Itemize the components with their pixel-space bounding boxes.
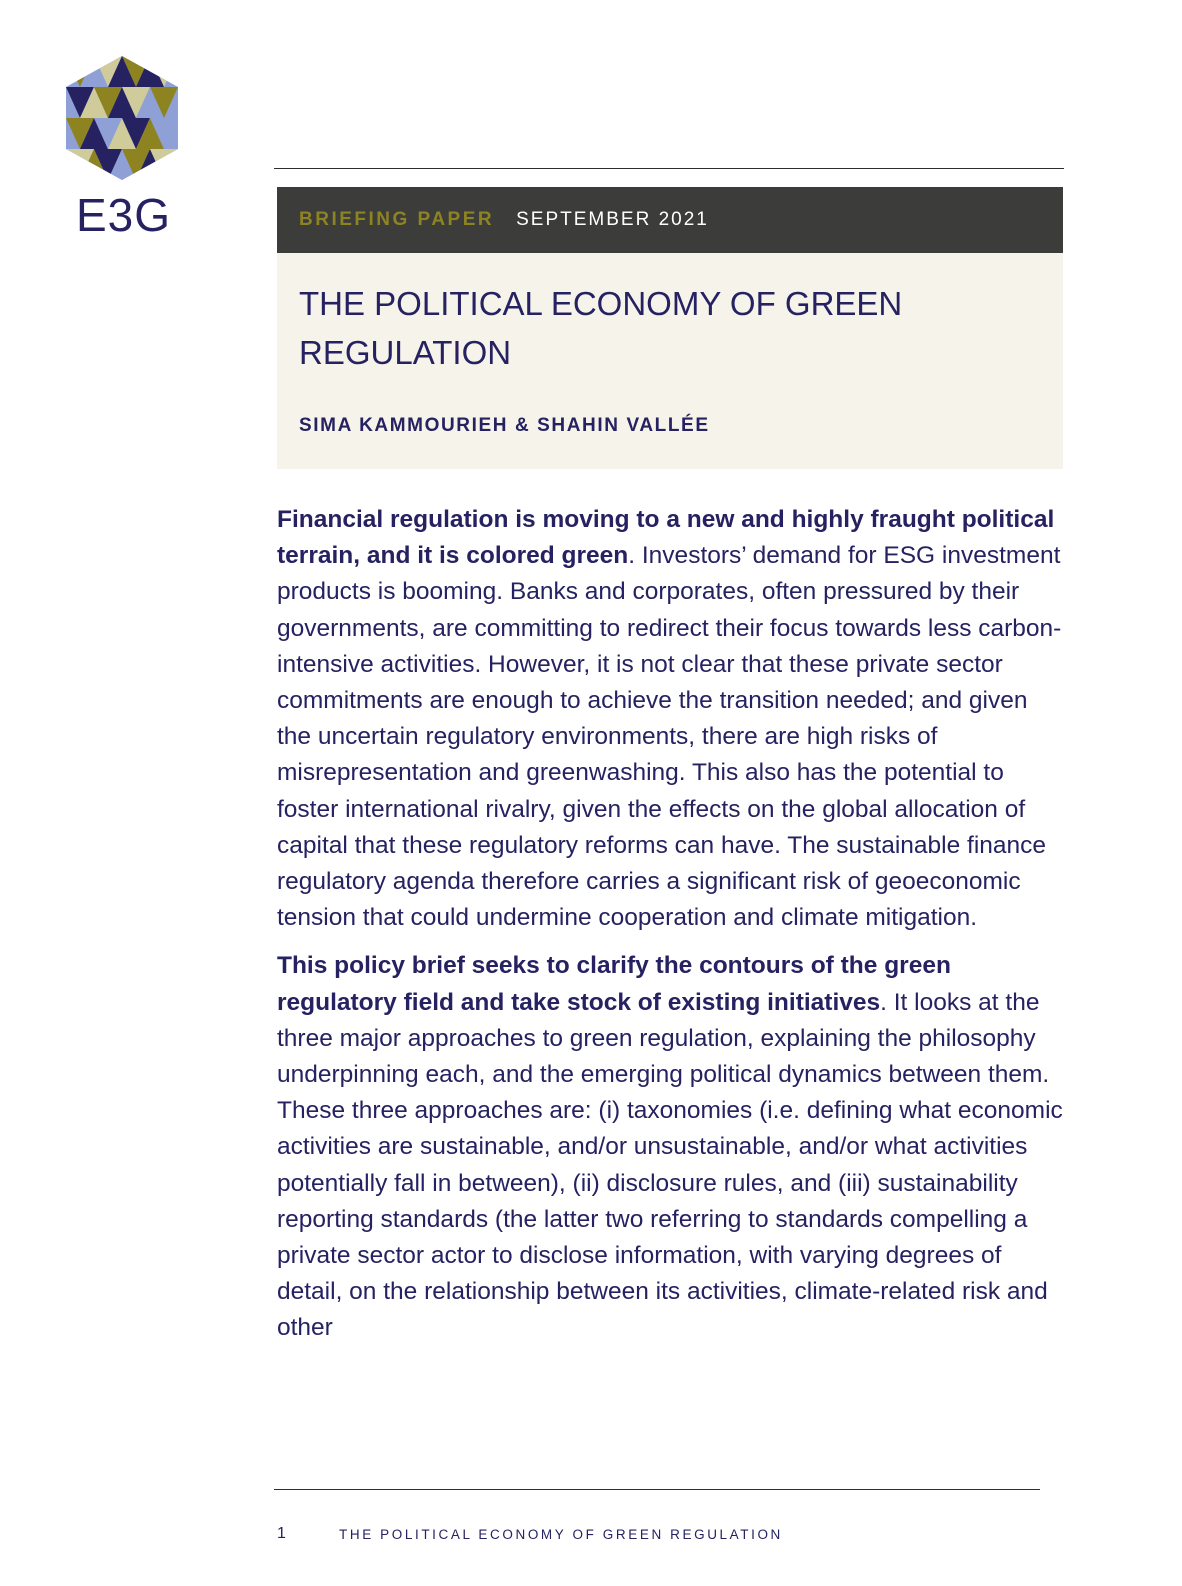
body-paragraph: [277, 948, 1067, 1346]
e3g-hexagon-emblem: [66, 56, 178, 180]
page-number: 1: [277, 1525, 286, 1542]
e3g-logo: [66, 56, 178, 180]
paragraph-text: . Investors’ demand for ESG investment products is booming. Banks and corporates, often pressured by their governments, are committing to redirect their focus towards less carbon-intensive activities. However, it is not clear that these private sector commitments are enough to achieve the transition needed; and given the uncertain regulatory environments, there are high risks of misrepresentation and greenwashing. This also has the potential to foster international rivalry, given the effects on the global allocation of capital that these regulatory reforms can have. The sustainable finance regulatory agenda therefore carries a significant risk of geoeconomic tension that could undermine cooperation and climate mitigation.: [277, 542, 1062, 932]
document-title: THE POLITICAL ECONOMY OF GREEN REGULATION: [299, 285, 903, 371]
running-title: THE POLITICAL ECONOMY OF GREEN REGULATION: [339, 1527, 783, 1542]
paragraph-text: . It looks at the three major approaches to green regulation, explaining the philosophy underpinning each, and the emerging political dynamics between them. These three approaches are: (i) taxonomies (i.e. defining what economic activities are sustainable, and/or unsustainable, and/or what activities potentially fall in between), (ii) disclosure rules, and (iii) sustainability reporting standards (the latter two referring to standards compelling a private sector actor to disclose information, with varying degrees of detail, on the relationship between its activities, climate-related risk and other: [277, 988, 1063, 1342]
lead-sentence: This policy brief seeks to clarify the contours of the green regulatory field and take stock of existing initiatives: [277, 952, 951, 1016]
lead-sentence: Financial regulation is moving to a new and highly fraught political terrain, and it is colored green: [277, 506, 1055, 570]
logo-wordmark: E3G: [76, 189, 172, 241]
footer-divider: [274, 1489, 1040, 1490]
header-banner: [277, 187, 1063, 253]
document-type-label: BRIEFING PAPER: [299, 209, 495, 230]
top-divider: [274, 168, 1064, 169]
body-paragraph: [277, 502, 1067, 936]
authors-line: SIMA KAMMOURIEH & SHAHIN VALLÉE: [299, 415, 710, 436]
body-text: [277, 502, 1067, 1359]
publication-date: SEPTEMBER 2021: [516, 209, 709, 230]
title-block: [277, 253, 1063, 469]
